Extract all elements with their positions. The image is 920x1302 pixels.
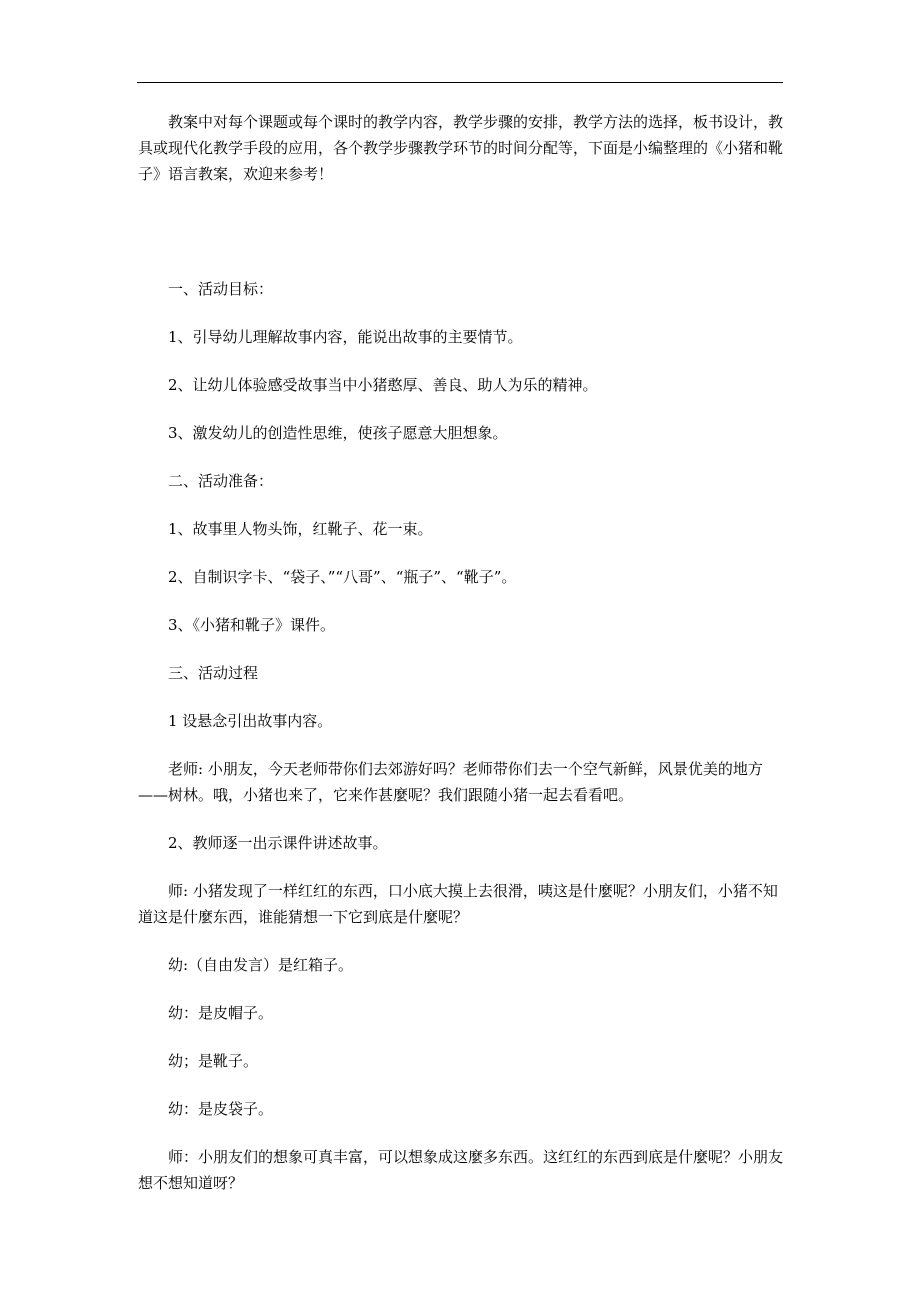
section-spacer xyxy=(138,187,783,276)
process-step-1: 1 设悬念引出故事内容。 xyxy=(168,712,333,730)
intro-paragraph: 教案中对每个课题或每个课时的教学内容，教学步骤的安排，教学方法的选择，板书设计，教具或现代化教学手段的应用，各个教学步骤教学环节的时间分配等，下面是小编整理的《小猪和靴子》语言教案，欢迎来参考！ xyxy=(138,113,784,183)
child-line-2: 幼：是皮帽子。 xyxy=(168,1004,274,1022)
goal-item-3: 3、激发幼儿的创造性思维，使孩子愿意大胆想象。 xyxy=(168,424,508,442)
heading-activity-prep: 二、活动准备： xyxy=(168,472,274,490)
document-body xyxy=(138,109,783,1218)
process-step-2: 2、教师逐一出示课件讲述故事。 xyxy=(168,834,388,852)
teacher-line-1: 老师: 小朋友，今天老师带你们去郊游好吗？老师带你们去一个空气新鲜，风景优美的地方——树林。哦，小猪也来了，它来作甚麼呢？我们跟随小猪一起去看看吧。 xyxy=(138,760,763,804)
header-rule xyxy=(137,82,783,83)
prep-item-1: 1、故事里人物头饰，红靴子、花一束。 xyxy=(168,520,433,538)
child-line-4: 幼：是皮袋子。 xyxy=(168,1100,274,1118)
teacher-line-2: 师: 小猪发现了一样红红的东西，口小底大摸上去很滑，咦这是什麼呢？小朋友们，小猪不知道这是什麼东西，谁能猜想一下它到底是什麼呢？ xyxy=(138,882,778,926)
child-line-1: 幼:（自由发言）是红箱子。 xyxy=(168,956,354,974)
heading-activity-goals: 一、活动目标： xyxy=(168,280,274,298)
prep-item-2: 2、自制识字卡、“袋子、”“八哥”、“瓶子”、“靴子”。 xyxy=(168,568,517,586)
child-line-3: 幼；是靴子。 xyxy=(168,1052,259,1070)
heading-activity-process: 三、活动过程 xyxy=(168,664,259,682)
prep-item-3: 3、《小猪和靴子》课件。 xyxy=(168,616,336,634)
goal-item-1: 1、引导幼儿理解故事内容，能说出故事的主要情节。 xyxy=(168,328,523,346)
teacher-line-3: 师：小朋友们的想象可真丰富，可以想象成这麼多东西。这红红的东西到底是什麼呢？小朋友想不想知道呀？ xyxy=(138,1148,784,1192)
goal-item-2: 2、让幼儿体验感受故事当中小猪憨厚、善良、助人为乐的精神。 xyxy=(168,376,598,394)
